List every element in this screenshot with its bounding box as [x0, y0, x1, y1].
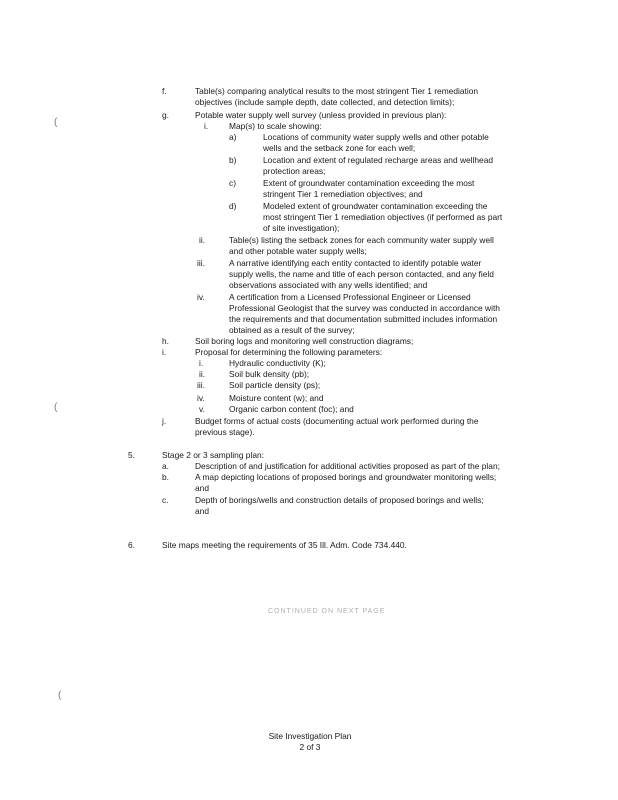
- item-label: 6.: [128, 540, 135, 550]
- item-text: of site investigation);: [263, 223, 340, 233]
- item-text: Description of and justification for additional activities proposed as part of the plan;: [195, 461, 500, 471]
- item-label: d): [229, 201, 237, 211]
- item-text: Location and extent of regulated recharge areas and wellhead: [263, 155, 494, 165]
- item-label: h.: [162, 336, 169, 346]
- item-label: v.: [199, 404, 205, 414]
- item-text: obtained as a result of the survey;: [229, 325, 355, 335]
- item-text: Proposal for determining the following parameters:: [195, 347, 383, 357]
- item-label: c.: [162, 495, 169, 505]
- item-text: Professional Geologist that the survey was conducted in accordance with: [229, 303, 500, 313]
- item-text: and other potable water supply wells;: [229, 246, 367, 256]
- item-label: iii.: [197, 380, 205, 390]
- item-text: Hydraulic conductivity (K);: [229, 358, 326, 368]
- item-label: g.: [162, 110, 169, 120]
- item-text: and: [195, 483, 209, 493]
- footer-title: Site Investigation Plan: [268, 731, 352, 741]
- item-text: Moisture content (w); and: [229, 393, 324, 403]
- item-text: Modeled extent of groundwater contamination exceeding the: [263, 201, 488, 211]
- item-text: Depth of borings/wells and construction details of proposed borings and wells;: [195, 495, 484, 505]
- item-text: Organic carbon content (foc); and: [229, 404, 354, 414]
- item-text: Soil particle density (ps);: [229, 380, 321, 390]
- item-text: Soil bulk density (pb);: [229, 369, 310, 379]
- item-text: Map(s) to scale showing:: [229, 121, 322, 131]
- item-text: and: [195, 506, 209, 516]
- item-text: stringent Tier 1 remediation objectives; and: [263, 189, 423, 199]
- faint-mark: CONTINUED ON NEXT PAGE: [268, 608, 386, 615]
- item-label: ii.: [199, 369, 206, 379]
- item-label: 5.: [128, 450, 135, 460]
- item-text: Locations of community water supply wells and other potable: [263, 132, 489, 142]
- item-label: j.: [162, 416, 167, 426]
- item-text: most stringent Tier 1 remediation objectives (if performed as part: [263, 212, 503, 222]
- item-text: A narrative identifying each entity contacted to identify potable water: [229, 258, 482, 268]
- margin-mark: (: [58, 690, 62, 701]
- item-text: Soil boring logs and monitoring well construction diagrams;: [195, 336, 414, 346]
- item-label: a): [229, 132, 237, 142]
- item-label: i.: [204, 121, 209, 131]
- item-label: b): [229, 155, 237, 165]
- margin-mark: (: [54, 117, 58, 128]
- footer-page-number: 2 of 3: [299, 742, 321, 752]
- item-text: objectives (include sample depth, date collected, and detection limits);: [195, 97, 455, 107]
- item-text: Stage 2 or 3 sampling plan:: [162, 450, 264, 460]
- item-text: protection areas;: [263, 166, 326, 176]
- item-text: the requirements and that documentation submitted includes information: [229, 314, 498, 324]
- item-text: Site maps meeting the requirements of 35 Ill. Adm. Code 734.440.: [162, 540, 407, 550]
- item-text: wells and the setback zone for each well;: [263, 143, 416, 153]
- item-text: Budget forms of actual costs (documenting actual work performed during the: [195, 416, 479, 426]
- item-label: ii.: [199, 235, 206, 245]
- margin-mark: (: [54, 402, 58, 413]
- item-text: Extent of groundwater contamination exceeding the most: [263, 178, 475, 188]
- item-label: i.: [162, 347, 167, 357]
- item-text: Table(s) listing the setback zones for each community water supply well: [229, 235, 494, 245]
- item-text: supply wells, the name and title of each person contacted, and any field: [229, 269, 494, 279]
- item-text: previous stage).: [195, 427, 255, 437]
- item-label: iv.: [197, 393, 205, 403]
- item-text: observations associated with any wells identified; and: [229, 280, 428, 290]
- item-text: Table(s) comparing analytical results to the most stringent Tier 1 remediation: [195, 86, 479, 96]
- item-label: a.: [162, 461, 169, 471]
- item-text: Potable water supply well survey (unless provided in previous plan):: [195, 110, 447, 120]
- item-label: iv.: [197, 292, 205, 302]
- item-label: c): [229, 178, 236, 188]
- item-label: f.: [162, 86, 167, 96]
- item-label: iii.: [197, 258, 205, 268]
- item-text: A map depicting locations of proposed borings and groundwater monitoring wells;: [195, 472, 497, 482]
- item-label: i.: [199, 358, 204, 368]
- item-text: A certification from a Licensed Professional Engineer or Licensed: [229, 292, 471, 302]
- item-label: b.: [162, 472, 169, 482]
